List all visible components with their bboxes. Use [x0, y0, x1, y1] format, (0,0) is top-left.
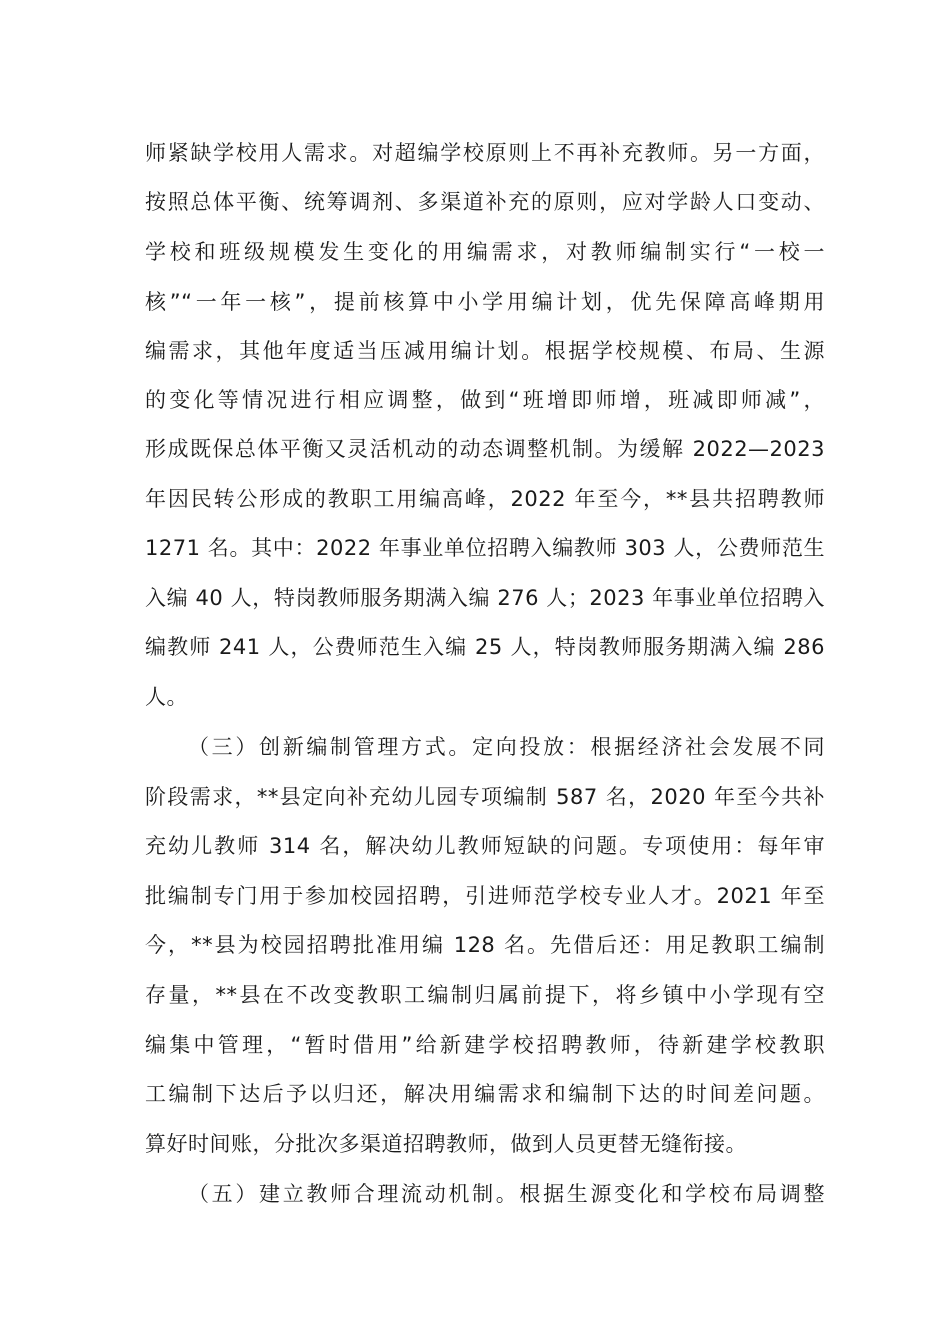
text-line: 充幼儿教师 314 名，解决幼儿教师短缺的问题。专项使用：每年审 — [145, 834, 825, 858]
text-line: 人。 — [145, 685, 188, 709]
text-line: 阶段需求，**县定向补充幼儿园专项编制 587 名，2020 年至今共补 — [145, 785, 825, 809]
text-line: 年因民转公形成的教职工用编高峰，2022 年至今，**县共招聘教师 — [145, 487, 825, 511]
text-line: 的变化等情况进行相应调整，做到“班增即师增，班减即师减”， — [145, 388, 825, 412]
text-line: 编集中管理，“暂时借用”给新建学校招聘教师，待新建学校教职 — [145, 1033, 825, 1057]
text-line: 编需求，其他年度适当压减用编计划。根据学校规模、布局、生源 — [145, 339, 825, 363]
text-line: 批编制专门用于参加校园招聘，引进师范学校专业人才。2021 年至 — [145, 884, 825, 908]
text-line: 核”“一年一核”，提前核算中小学用编计划，优先保障高峰期用 — [145, 290, 825, 314]
text-line: （三）创新编制管理方式。定向投放：根据经济社会发展不同 — [188, 735, 825, 759]
text-line: （五）建立教师合理流动机制。根据生源变化和学校布局调整 — [188, 1182, 825, 1206]
text-line: 1271 名。其中：2022 年事业单位招聘入编教师 303 人，公费师范生 — [145, 536, 825, 560]
text-line: 按照总体平衡、统筹调剂、多渠道补充的原则，应对学龄人口变动、 — [145, 190, 825, 214]
text-line: 今，**县为校园招聘批准用编 128 名。先借后还：用足教职工编制 — [145, 933, 825, 957]
text-line: 学校和班级规模发生变化的用编需求，对教师编制实行“一校一 — [145, 240, 825, 264]
text-line: 工编制下达后予以归还，解决用编需求和编制下达的时间差问题。 — [145, 1082, 825, 1106]
text-line: 入编 40 人，特岗教师服务期满入编 276 人；2023 年事业单位招聘入 — [145, 586, 825, 610]
text-line: 算好时间账，分批次多渠道招聘教师，做到人员更替无缝衔接。 — [145, 1132, 747, 1156]
text-line: 存量，**县在不改变教职工编制归属前提下，将乡镇中小学现有空 — [145, 983, 825, 1007]
text-line: 形成既保总体平衡又灵活机动的动态调整机制。为缓解 2022—2023 — [145, 437, 825, 461]
text-line: 编教师 241 人，公费师范生入编 25 人，特岗教师服务期满入编 286 — [145, 635, 825, 659]
text-line: 师紧缺学校用人需求。对超编学校原则上不再补充教师。另一方面， — [145, 141, 825, 165]
